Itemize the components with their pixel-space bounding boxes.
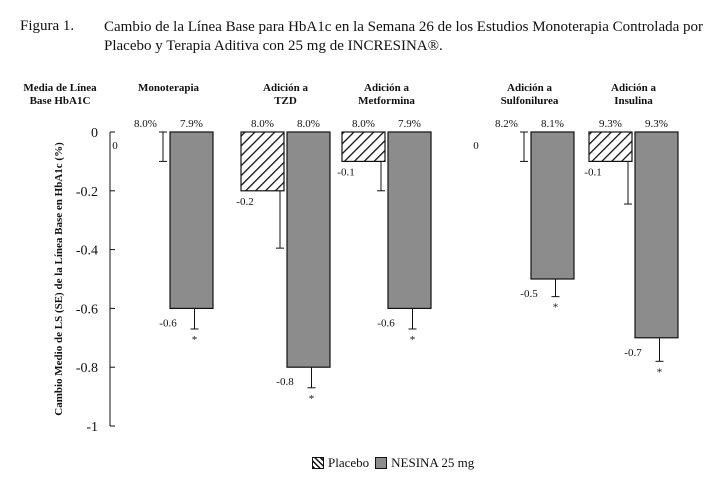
significance-marker: * [409,333,416,346]
bar-placebo [241,132,284,191]
legend-swatch-nesina [375,457,387,469]
group-label-line: Adición a [364,82,409,94]
group-label-line: TZD [274,95,297,107]
bar-placebo [342,132,385,161]
bar-nesina [170,132,213,308]
data-label-nesina: -0.6 [159,317,177,330]
baseline-value: 8.0% [134,118,157,130]
baseline-value: 8.2% [495,118,518,130]
y-tick-label: -0.6 [75,302,98,318]
chart-legend [312,455,474,471]
data-label-placebo: 0 [473,140,479,152]
baseline-header-line: Base HbA1C [29,95,91,107]
group-label-line: Metformina [358,95,415,107]
y-tick-label: -0.4 [75,243,98,259]
group-label-line: Adición a [507,82,552,94]
bar-nesina [388,132,431,308]
significance-marker: * [191,333,198,346]
y-tick-label: -0.2 [75,184,98,200]
baseline-value: 7.9% [398,118,421,130]
baseline-value: 8.0% [297,118,320,130]
data-label-placebo: 0 [112,140,118,152]
significance-marker: * [552,301,559,314]
baseline-value: 7.9% [180,118,203,130]
legend-label-nesina: NESINA 25 mg [391,455,475,470]
bar-nesina [287,132,330,367]
significance-marker: * [656,366,663,379]
baseline-value: 8.0% [352,118,375,130]
y-tick-label: -0.8 [75,361,98,377]
legend-label-placebo: Placebo [328,455,370,470]
bar-nesina [531,132,574,279]
baseline-value: 8.0% [251,118,274,130]
data-label-nesina: -0.5 [520,288,538,300]
legend-swatch-placebo [312,457,324,469]
data-label-nesina: -0.7 [624,346,642,359]
baseline-header-line: Media de Línea [23,82,97,94]
bar-placebo [589,132,632,161]
data-label-placebo: -0.1 [337,166,355,179]
significance-marker: * [308,392,315,405]
data-label-nesina: -0.8 [276,376,294,389]
figure-label: Figura 1. [20,18,75,34]
data-label-placebo: -0.2 [236,195,254,208]
group-label-line: Adición a [611,82,656,94]
group-label-line: Insulina [614,95,653,107]
y-tick-label: 0 [91,126,98,141]
figure-caption: Cambio de la Línea Base para HbA1c en la Semana 26 de los Estudios Monoterapia Controlada por Placebo y Terapia Aditiva con 25 mg de INCRESINA®. [104,19,704,54]
baseline-value: 9.3% [599,118,622,130]
baseline-value: 8.1% [541,118,564,130]
y-tick-label: -1 [86,420,98,435]
group-label-line: Monoterapia [137,82,200,94]
bar-nesina [635,132,678,338]
data-label-placebo: -0.1 [584,166,602,179]
group-label-line: Adición a [263,82,308,94]
y-axis-title: Cambio Medio de LS (SE) de la Línea Base en HbA1c (%) [53,142,65,416]
group-label-line: Sulfonilurea [500,95,559,107]
baseline-value: 9.3% [645,118,668,130]
data-label-nesina: -0.6 [377,317,395,330]
